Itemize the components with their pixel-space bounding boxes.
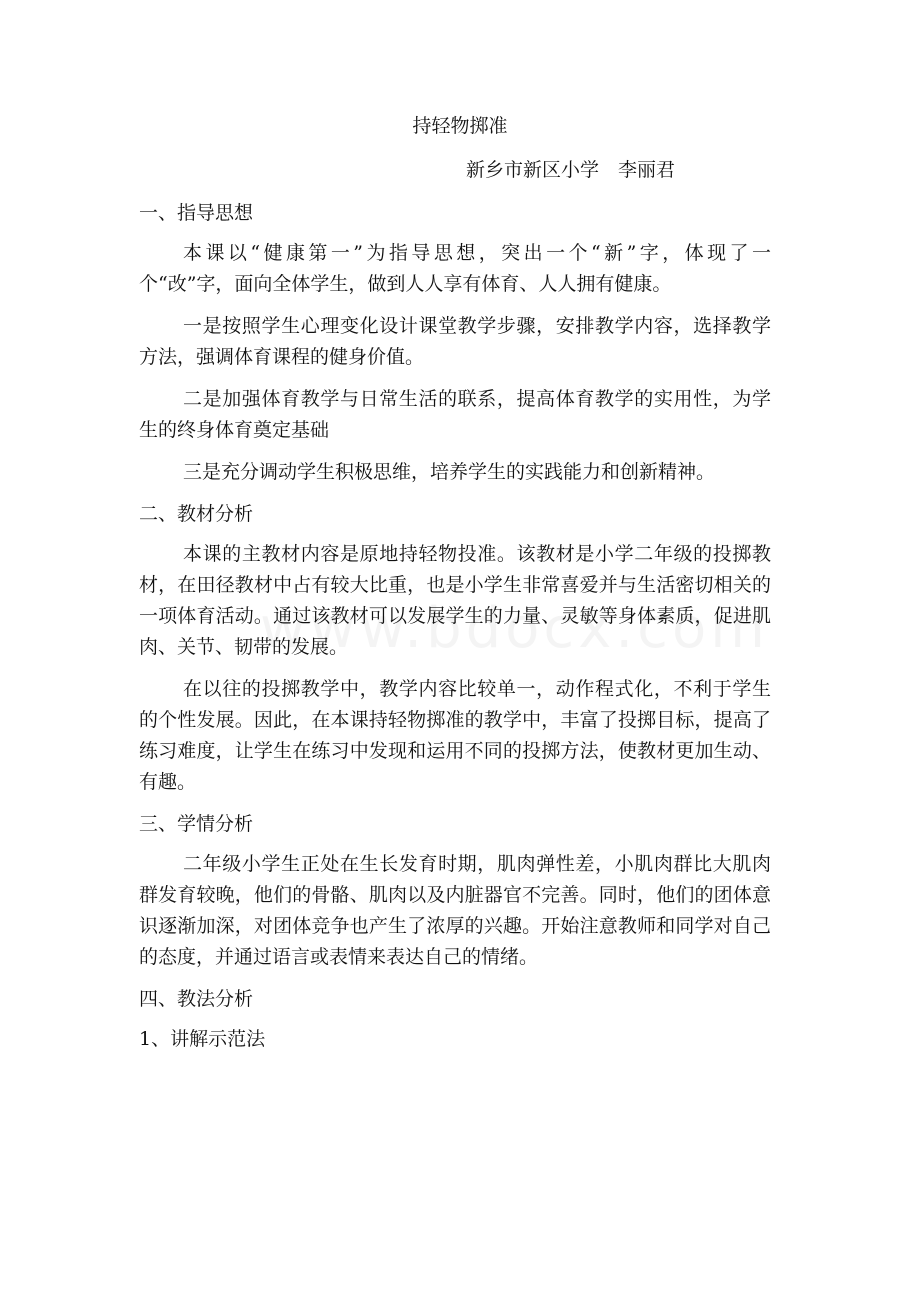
- section-heading-teaching-method: 四、教法分析: [139, 988, 254, 1010]
- sub-heading-demonstration: 1、讲解示范法: [139, 1028, 266, 1050]
- document-body: [139, 198, 771, 1064]
- paragraph: 二是加强体育教学与日常生活的联系，提高体育教学的实用性，为学生的终身体育奠定基础: [139, 388, 771, 441]
- document-title: 持轻物掷准: [412, 115, 508, 137]
- paragraph: 一是按照学生心理变化设计课堂教学步骤，安排教学内容，选择教学方法，强调体育课程的健身价值。: [139, 315, 771, 368]
- section-heading-guiding-thought: 一、指导思想: [139, 202, 254, 224]
- document-author: 新乡市新区小学 李丽君: [466, 159, 676, 181]
- section-heading-student-analysis: 三、学情分析: [139, 813, 254, 835]
- paragraph: 本课以“健康第一”为指导思想，突出一个“新”字，体现了一个“改”字，面向全体学生，做到人人享有体育、人人拥有健康。: [139, 242, 771, 295]
- paragraph: 在以往的投掷教学中，教学内容比较单一，动作程式化，不利于学生的个性发展。因此，在本课持轻物掷准的教学中，丰富了投掷目标，提高了练习难度，让学生在练习中发现和运用不同的投掷方法，使教材更加生动、有趣。: [139, 678, 771, 793]
- paragraph: 本课的主教材内容是原地持轻物投准。该教材是小学二年级的投掷教材，在田径教材中占有较大比重，也是小学生非常喜爱并与生活密切相关的一项体育活动。通过该教材可以发展学生的力量、灵敏等身体素质，促进肌肉、关节、韧带的发展。: [139, 543, 771, 658]
- paragraph: 二年级小学生正处在生长发育时期，肌肉弹性差，小肌肉群比大肌肉群发育较晚，他们的骨骼、肌肉以及内脏器官不完善。同时，他们的团体意识逐渐加深，对团体竞争也产生了浓厚的兴趣。开始注意教师和同学对自己的态度，并通过语言或表情来表达自己的情绪。: [139, 853, 771, 968]
- section-heading-material-analysis: 二、教材分析: [139, 503, 254, 525]
- paragraph: 三是充分调动学生积极思维，培养学生的实践能力和创新精神。: [183, 461, 716, 483]
